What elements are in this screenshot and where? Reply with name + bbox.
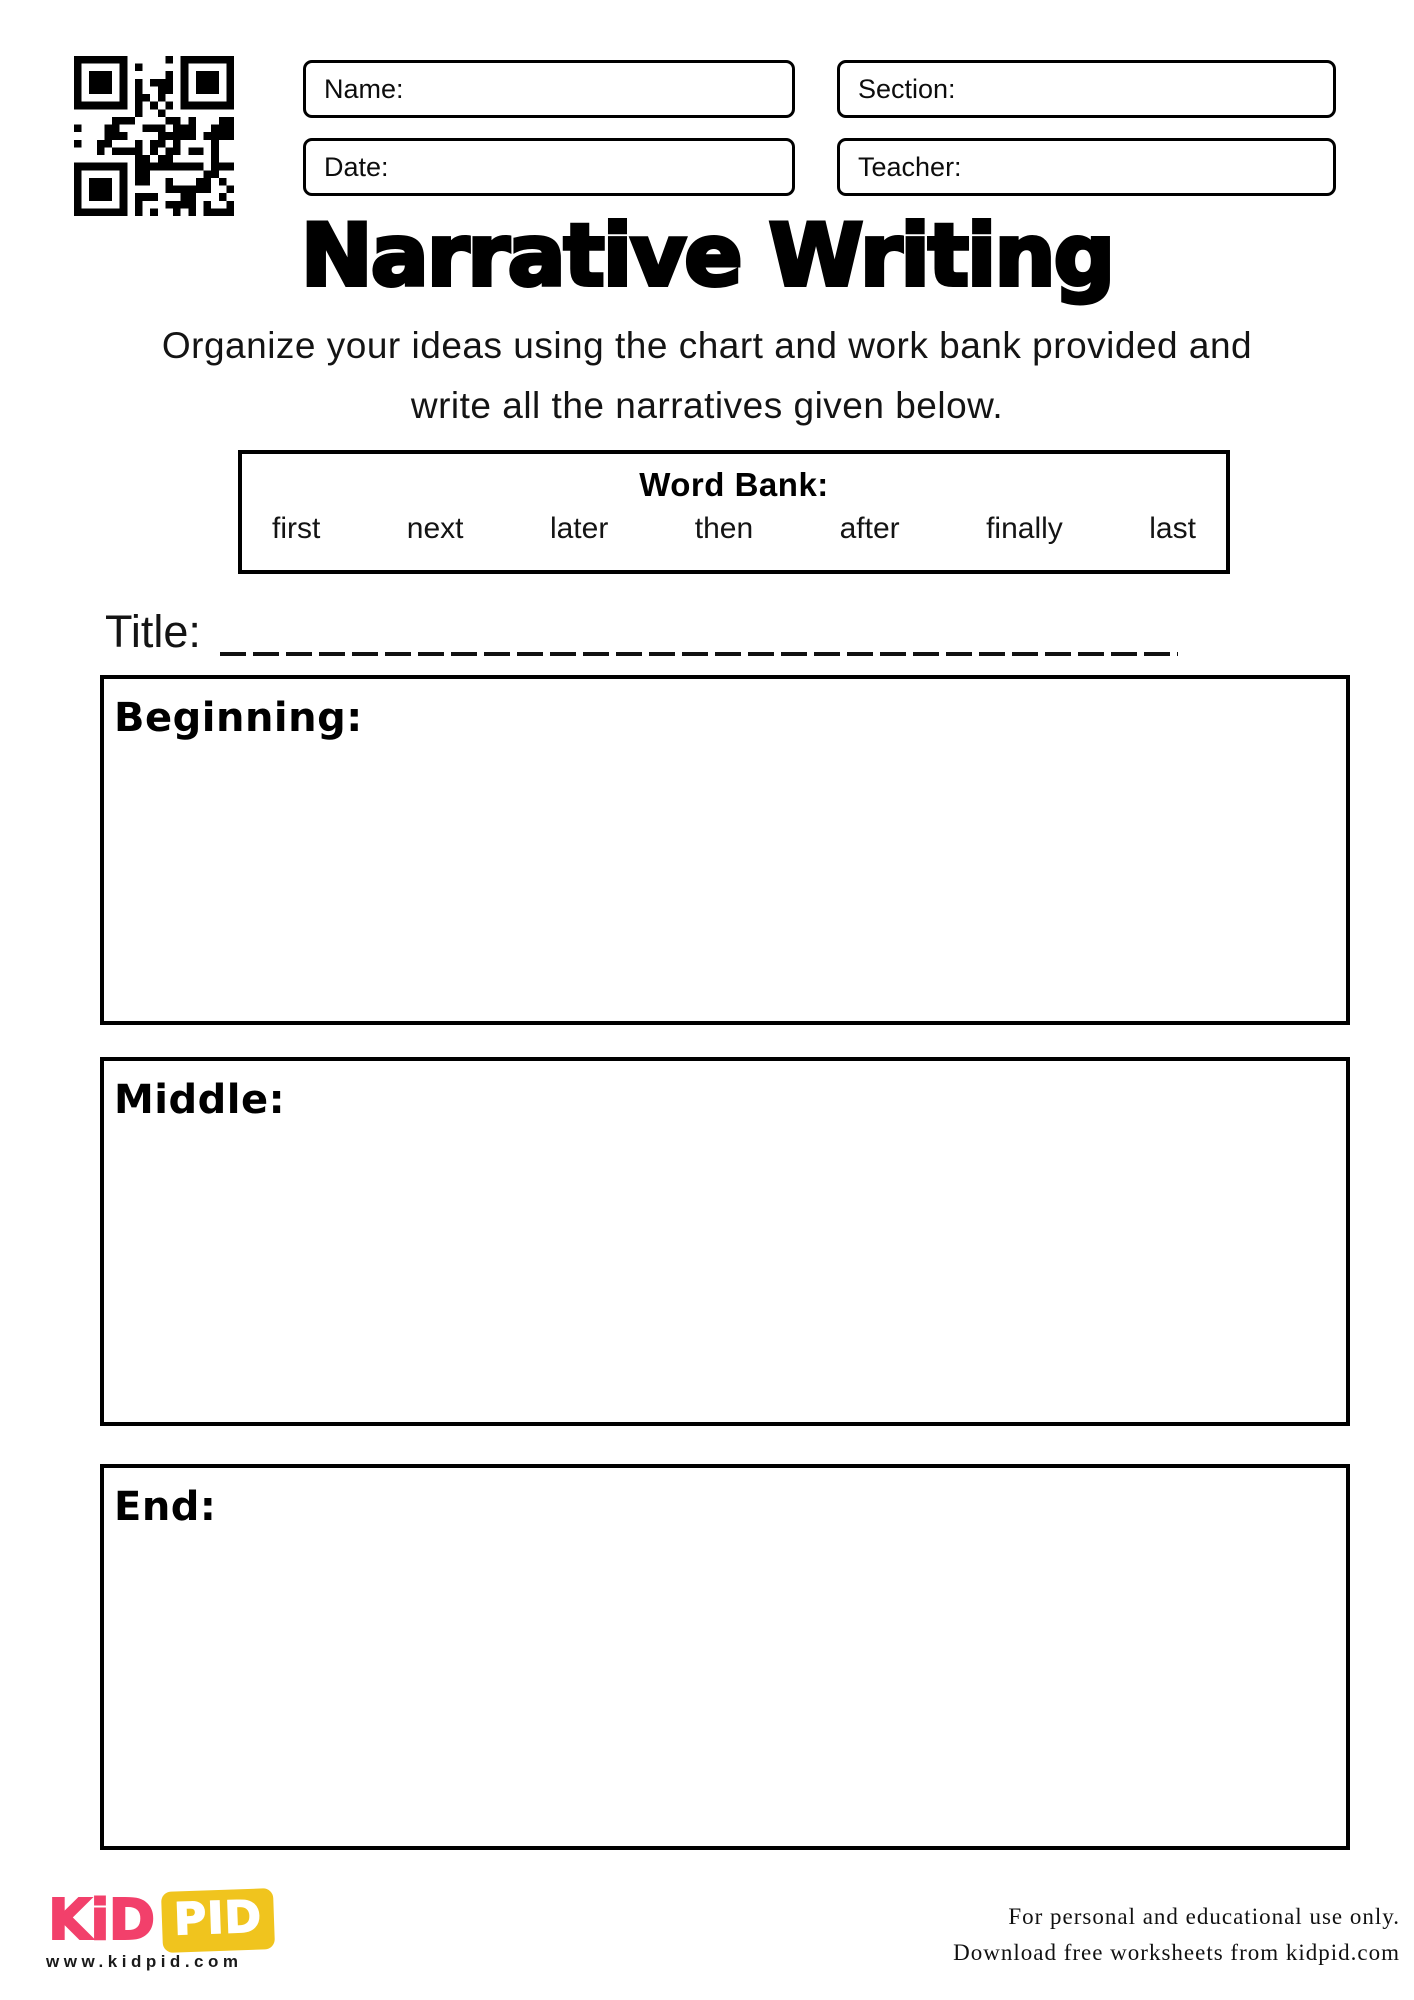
name-field-label: Name: <box>324 73 404 104</box>
word-bank-word: later <box>549 512 609 545</box>
word-bank-heading: Word Bank: <box>639 466 829 503</box>
beginning-writing-area[interactable] <box>100 675 1350 1025</box>
footer-usage-note-line-1: For personal and educational use only. <box>1008 1904 1400 1929</box>
instructions-text <box>0 316 1414 436</box>
word-bank-box <box>238 450 1230 574</box>
qr-code <box>74 56 234 216</box>
teacher-field[interactable] <box>837 138 1336 196</box>
footer-usage-note <box>953 1899 1400 1971</box>
word-bank-words <box>242 504 1226 546</box>
story-title-label: Title: <box>105 606 201 657</box>
story-title-blank-line[interactable] <box>220 652 1178 656</box>
date-field-label: Date: <box>324 151 389 182</box>
instructions-line-2: write all the narratives given below. <box>410 385 1004 426</box>
story-title-row <box>105 606 201 658</box>
middle-label: Middle: <box>114 1077 286 1123</box>
end-writing-area[interactable] <box>100 1464 1350 1850</box>
word-bank-word: last <box>1149 512 1196 545</box>
middle-writing-area[interactable] <box>100 1057 1350 1426</box>
beginning-label: Beginning: <box>114 695 363 741</box>
section-field[interactable] <box>837 60 1336 118</box>
word-bank-word: next <box>406 512 464 545</box>
word-bank-word: finally <box>986 512 1063 545</box>
word-bank-word: first <box>272 512 321 545</box>
section-field-label: Section: <box>858 73 956 104</box>
end-label: End: <box>114 1484 217 1530</box>
kidpid-logo <box>48 1888 274 1953</box>
kidpid-website-text: www.kidpid.com <box>46 1952 243 1971</box>
footer-usage-note-line-2: Download free worksheets from kidpid.com <box>953 1940 1400 1965</box>
qr-code-image <box>74 56 234 216</box>
teacher-field-label: Teacher: <box>858 151 962 182</box>
word-bank-word: then <box>694 512 754 545</box>
instructions-line-1: Organize your ideas using the chart and work bank provided and <box>161 325 1253 366</box>
page-title: Narrative Writing <box>300 206 1114 306</box>
kidpid-logo-pid-badge: PID <box>161 1888 275 1953</box>
date-field[interactable] <box>303 138 795 196</box>
kidpid-logo-kid-text: KiD <box>48 1888 155 1953</box>
name-field[interactable] <box>303 60 795 118</box>
word-bank-word: after <box>839 512 900 545</box>
